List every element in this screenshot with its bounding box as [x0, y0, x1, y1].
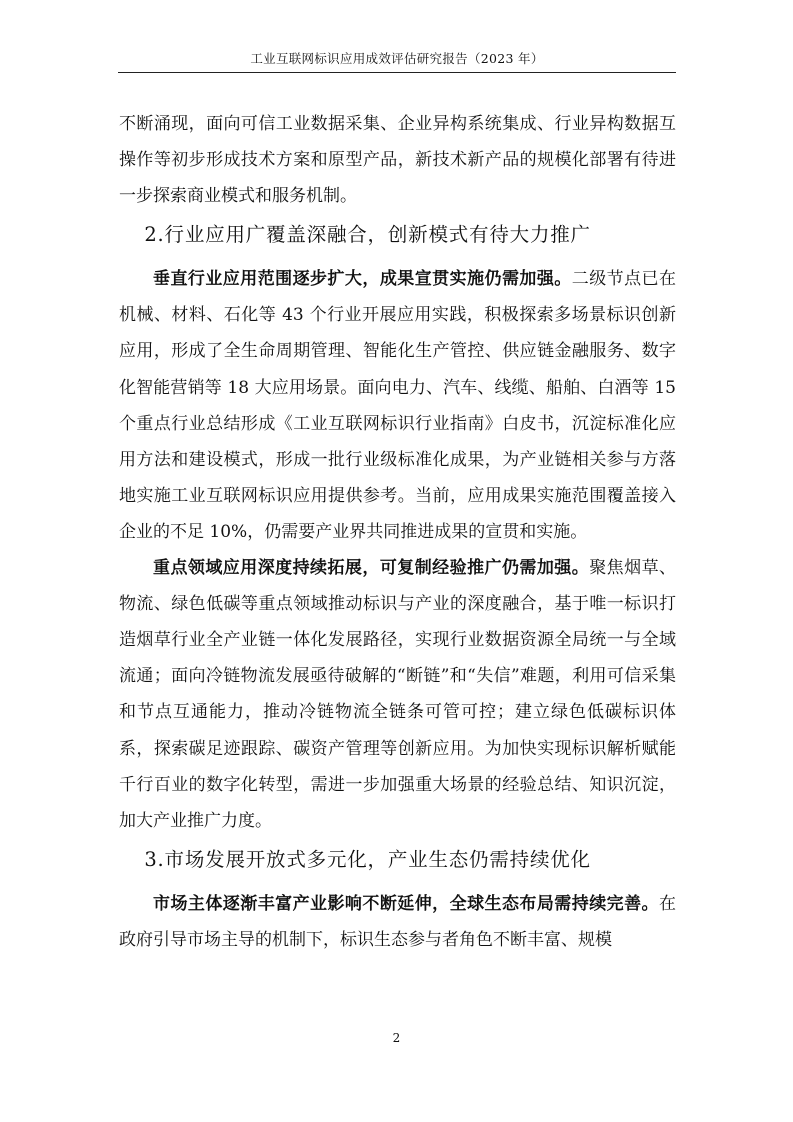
paragraph-key-areas: [119, 550, 676, 839]
paragraph-text: 在政府引导市场主导的机制下，标识生态参与者角色不断丰富、规模: [119, 893, 676, 950]
page-number: 2: [392, 1031, 401, 1045]
paragraph-lead: 垂直行业应用范围逐步扩大，成果宣贯实施仍需加强。: [153, 269, 572, 290]
paragraph-market-players: [119, 886, 676, 958]
document-body: [119, 106, 676, 958]
paragraph-text: 聚焦烟草、物流、绿色低碳等重点领域推动标识与产业的深度融合，基于唯一标识打造烟草行业全产业链一体化发展路径，实现行业数据资源全局统一与全域流通；面向冷链物流发展亟待破解的“断链”和“失信”难题，利用可信采集和节点互通能力，推动冷链物流全链条可管可控；建立绿色低碳标识体系，探索碳足迹跟踪、碳资产管理等创新应用。为加快实现标识解析赋能千行百业的数字化转型，需进一步加强重大场景的经验总结、知识沉淀，加大产业推广力度。: [119, 558, 677, 831]
running-header: 工业互联网标识应用成效评估研究报告（2023 年）: [250, 51, 544, 66]
header-divider: [118, 72, 676, 73]
paragraph-text: 二级节点已在机械、材料、石化等 43 个行业开展应用实践，积极探索多场景标识创新应用，形成了全生命周期管理、智能化生产管控、供应链金融服务、数字化智能营销等 18 大应用场景。面向电力、汽车、线缆、船舶、白酒等 15 个重点行业总结形成《工业互联网标识行业指南》白皮书，沉淀标准化应用方法和建设模式，形成一批行业级标准化成果，为产业链相关参与方落地实施工业互联网标识应用提供参考。当前，应用成果实施范围覆盖接入企业的不足 10%，仍需要产业界共同推进成果的宣贯和实施。: [119, 269, 677, 542]
paragraph-lead: 市场主体逐渐丰富产业影响不断延伸，全球生态布局需持续完善。: [153, 893, 659, 914]
paragraph-continued: 不断涌现，面向可信工业数据采集、企业异构系统集成、行业异构数据互操作等初步形成技术方案和原型产品，新技术新产品的规模化部署有待进一步探索商业模式和服务机制。: [119, 114, 676, 207]
paragraph-lead: 重点领域应用深度持续拓展，可复制经验推广仍需加强。: [153, 558, 590, 579]
section-heading-3: 3.市场发展开放式多元化，产业生态仍需持续优化: [144, 847, 591, 871]
section-heading-2: 2.行业应用广覆盖深融合，创新模式有待大力推广: [144, 223, 591, 247]
paragraph-vertical-industry: [119, 261, 676, 550]
